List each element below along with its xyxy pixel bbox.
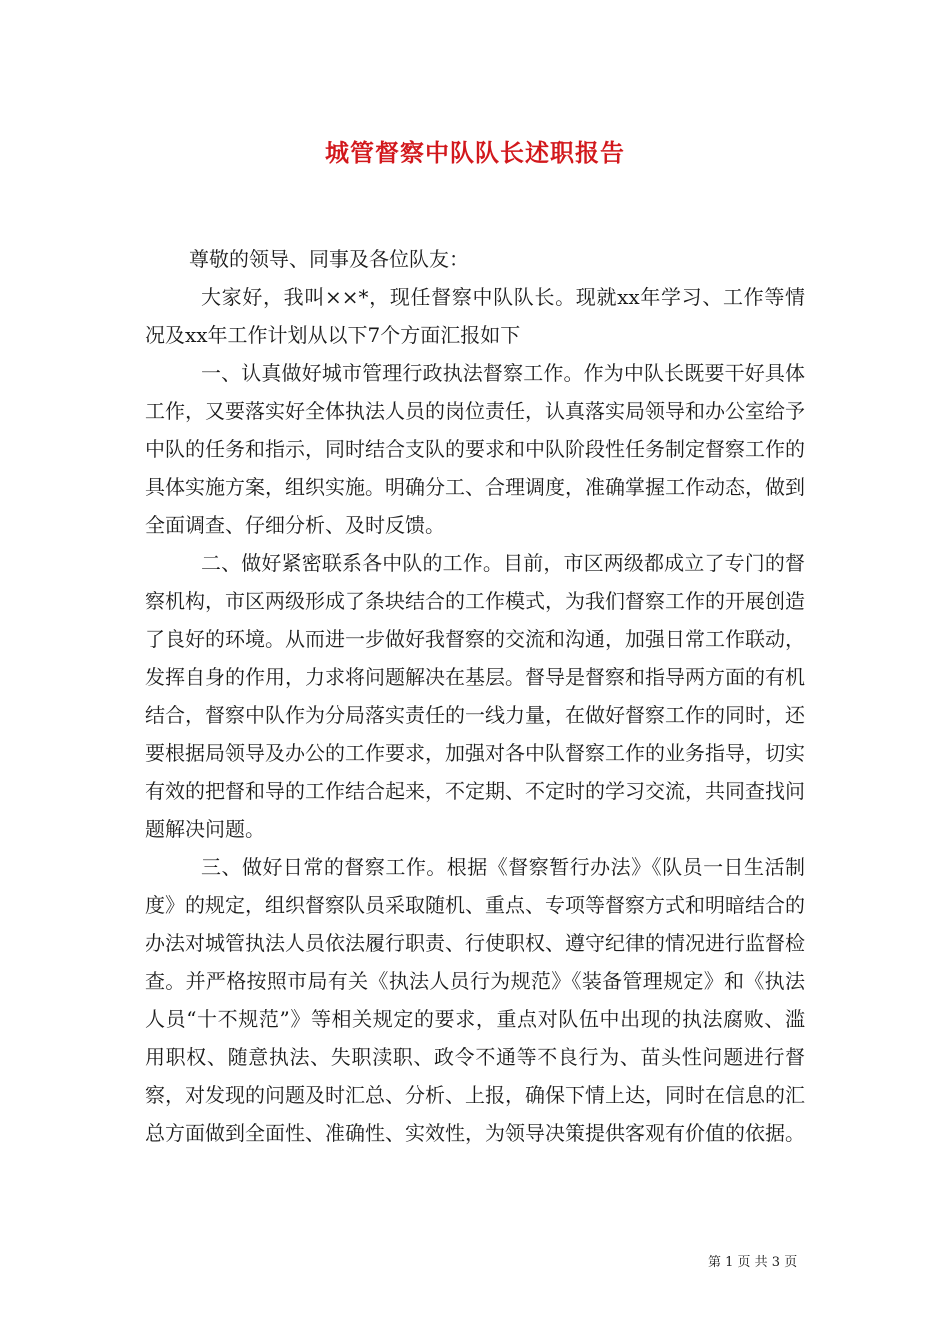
paragraph-section-3: 三、做好日常的督察工作。根据《督察暂行办法》《队员一日生活制度》的规定，组织督察队员采取随机、重点、专项等督察方式和明暗结合的办法对城管执法人员依法履行职责、行使职权、遵守纪律的情况进行监督检查。并严格按照市局有关《执法人员行为规范》《装备管理规定》和《执法人员“十不规范”》等相关规定的要求，重点对队伍中出现的执法腐败、滥用职权、随意执法、失职渎职、政令不通等不良行为、苗头性问题进行督察，对发现的问题及时汇总、分析、上报，确保下情上达，同时在信息的汇总方面做到全面性、准确性、实效性，为领导决策提供客观有价值的依据。 [145,855,805,1145]
document-title: 城管督察中队队长述职报告 [325,138,625,167]
salutation: 尊敬的领导、同事及各位队友： [189,247,469,271]
document-body [145,240,805,1152]
paragraph-intro: 大家好，我叫××*，现任督察中队队长。现就xx年学习、工作等情况及xx年工作计划从以下7个方面汇报如下 [145,285,805,347]
paragraph-section-2: 二、做好紧密联系各中队的工作。目前，市区两级都成立了专门的督察机构，市区两级形成了条块结合的工作模式，为我们督察工作的开展创造了良好的环境。从而进一步做好我督察的交流和沟通，加强日常工作联动，发挥自身的作用，力求将问题解决在基层。督导是督察和指导两方面的有机结合，督察中队作为分局落实责任的一线力量，在做好督察工作的同时，还要根据局领导及办公的工作要求，加强对各中队督察工作的业务指导，切实有效的把督和导的工作结合起来，不定期、不定时的学习交流，共同查找问题解决问题。 [145,551,805,841]
paragraph-section-1: 一、认真做好城市管理行政执法督察工作。作为中队长既要干好具体工作，又要落实好全体执法人员的岗位责任，认真落实局领导和办公室给予中队的任务和指示，同时结合支队的要求和中队阶段性任务制定督察工作的具体实施方案，组织实施。明确分工、合理调度，准确掌握工作动态，做到全面调查、仔细分析、及时反馈。 [145,361,805,537]
page-number-footer: 第 1 页 共 3 页 [708,1255,798,1270]
